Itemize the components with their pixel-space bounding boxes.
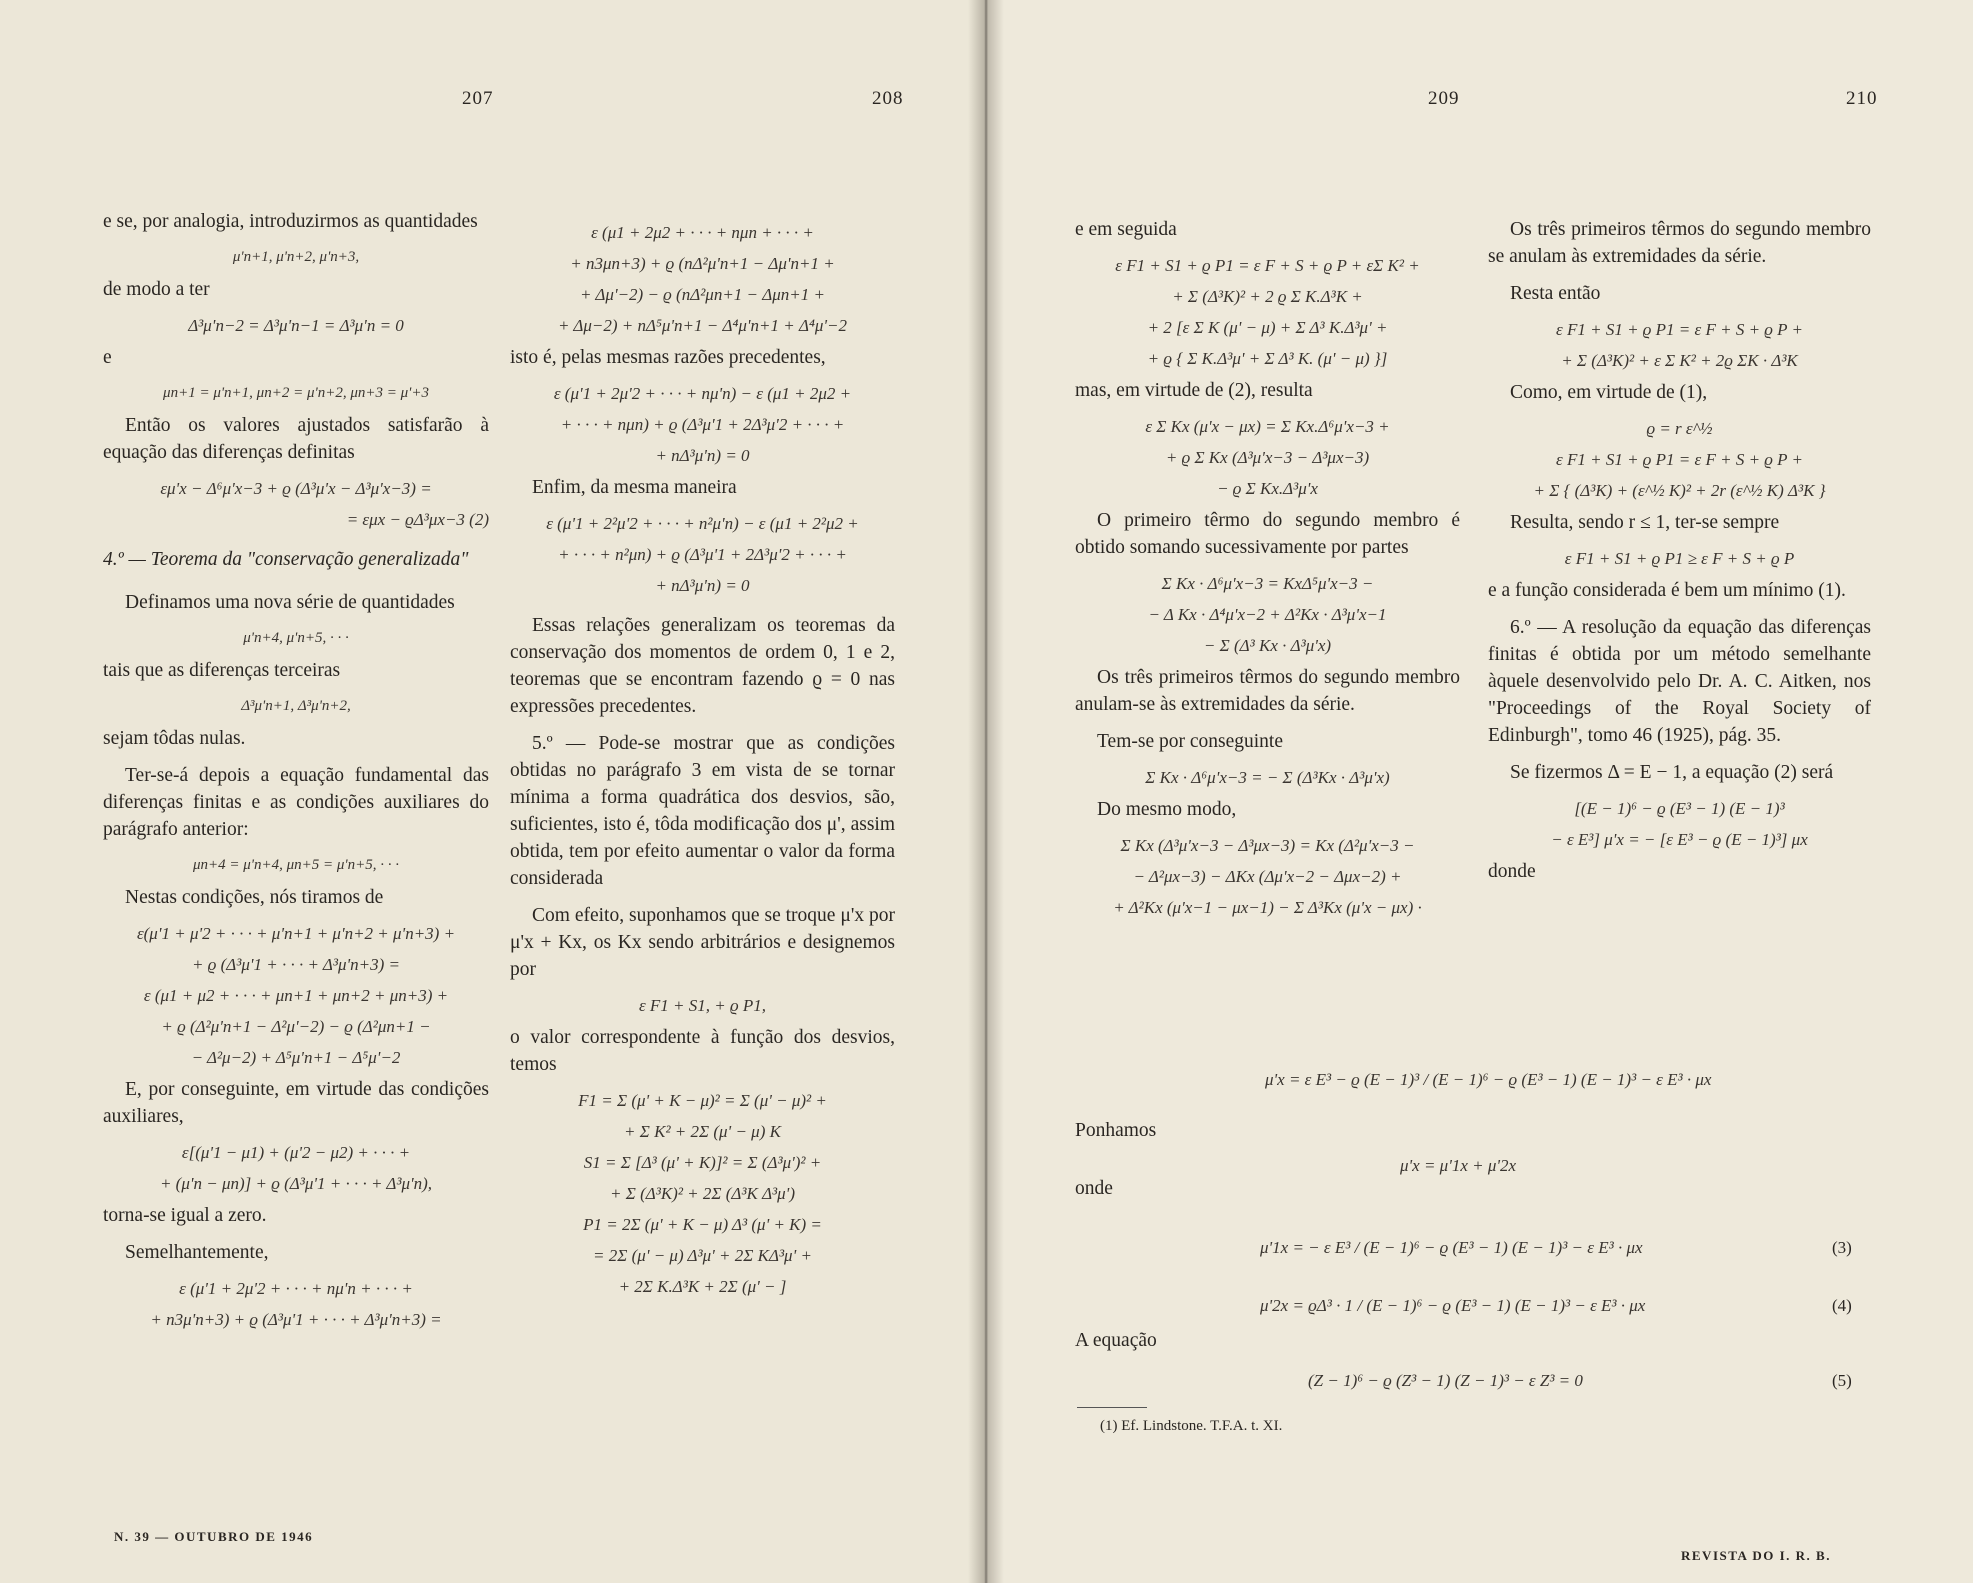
column-page-209 [1075, 216, 1460, 926]
equation: + Σ (Δ³K)² + 2Σ (Δ³K Δ³μ') [610, 1184, 795, 1203]
paragraph: Com efeito, suponhamos que se troque μ'x por μ'x + Kx, os Kx sendo arbitrários e designemos por [510, 905, 895, 980]
equation: − ϱ Σ Kx.Δ³μ'x [1217, 479, 1318, 498]
equation: + nΔ³μ'n) = 0 [655, 446, 750, 465]
equation: ε F1 + S1 + ϱ P1 = ε F + S + ϱ P + [1556, 450, 1803, 469]
page-number-209: 209 [1428, 88, 1460, 109]
equation: μn+4 = μ'n+4, μn+5 = μ'n+5, · · · [192, 857, 399, 873]
paragraph: Essas relações generalizam os teoremas da conservação dos momentos de ordem 0, 1 e 2, teoremas que se encontram fazendo ϱ = 0 nas expressões precedentes. [510, 615, 895, 717]
equation-number-4: (4) [1832, 1296, 1852, 1315]
paragraph: Então os valores ajustados satisfarão à equação das diferenças definitas [103, 415, 489, 463]
equation: + ϱ { Σ K.Δ³μ' + Σ Δ³ K. (μ' − μ) }] [1147, 349, 1388, 368]
equation: + Σ (Δ³K)² + ε Σ K² + 2ϱ ΣK · Δ³K [1561, 351, 1798, 370]
footer-issue: N. 39 — OUTUBRO DE 1946 [114, 1529, 314, 1544]
paragraph-section-5: 5.º — Pode-se mostrar que as condições obtidas no parágrafo 3 em vista de se tornar mínima a forma quadrática dos desvios, são, suficientes, isto é, tôda modificação dos μ', assim obtida, tem por efeito aumentar o valor da forma considerada [510, 733, 895, 889]
footer-journal: REVISTA DO I. R. B. [1681, 1548, 1831, 1563]
equation: ε F1 + S1, + ϱ P1, [638, 996, 767, 1015]
equation: Σ Kx · Δ⁶μ'x−3 = − Σ (Δ³Kx · Δ³μ'x) [1145, 768, 1390, 787]
equation: μ'n+4, μ'n+5, · · · [243, 630, 349, 646]
equation: + Δμ−2) + nΔ⁵μ'n+1 − Δ⁴μ'n+1 + Δ⁴μ'−2 [557, 316, 848, 335]
paragraph: e [103, 347, 112, 368]
equation: P1 = 2Σ (μ' + K − μ) Δ³ (μ' + K) = [583, 1215, 822, 1234]
equation: ε (μ1 + 2μ2 + · · · + nμn + · · · + [591, 223, 814, 242]
equation: Δ³μ'n−2 = Δ³μ'n−1 = Δ³μ'n = 0 [188, 316, 404, 335]
paragraph: Do mesmo modo, [1097, 799, 1237, 820]
equation: Σ Kx · Δ⁶μ'x−3 = KxΔ⁵μ'x−3 − [1161, 574, 1374, 593]
equation: + (μ'n − μn)] + ϱ (Δ³μ'1 + · · · + Δ³μ'n), [159, 1174, 433, 1193]
equation: ε (μ'1 + 2²μ'2 + · · · + n²μ'n) − ε (μ1 + 2²μ2 + [546, 514, 859, 533]
column-page-207 [103, 208, 489, 1338]
equation: − Δ Kx · Δ⁴μ'x−2 + Δ²Kx · Δ³μ'x−1 [1148, 605, 1387, 624]
equation: ε (μ'1 + 2μ'2 + · · · + nμ'n + · · · + [179, 1279, 413, 1298]
equation-number-3: (3) [1832, 1238, 1852, 1257]
paragraph: sejam tôdas nulas. [103, 728, 246, 749]
equation-wide: μ'x = ε E³ − ϱ (E − 1)³ / (E − 1)⁶ − ϱ (E³ − 1) (E − 1)³ − ε E³ · μx [1265, 1070, 1712, 1089]
equation: + ϱ (Δ²μ'n+1 − Δ²μ'−2) − ϱ (Δ²μn+1 − [161, 1017, 431, 1036]
paragraph: Resta então [1510, 283, 1601, 304]
equation: εμ'x − Δ⁶μ'x−3 + ϱ (Δ³μ'x − Δ³μ'x−3) = [160, 479, 432, 498]
equation: + 2Σ K.Δ³K + 2Σ (μ' − ] [618, 1277, 787, 1296]
equation: μn+1 = μ'n+1, μn+2 = μ'n+2, μn+3 = μ'+3 [163, 385, 429, 401]
equation: − Δ²μ−2) + Δ⁵μ'n+1 − Δ⁵μ'−2 [191, 1048, 401, 1067]
equation: + n3μn+3) + ϱ (nΔ²μ'n+1 − Δμ'n+1 + [570, 254, 835, 273]
equation: ε (μ'1 + 2μ'2 + · · · + nμ'n) − ε (μ1 + 2μ2 + [553, 384, 852, 403]
paragraph: isto é, pelas mesmas razões precedentes, [510, 347, 826, 368]
equation: Δ³μ'n+1, Δ³μ'n+2, [241, 698, 351, 714]
equation: ε F1 + S1 + ϱ P1 ≥ ε F + S + ϱ P [1564, 549, 1795, 568]
equation: + · · · + nμn) + ϱ (Δ³μ'1 + 2Δ³μ'2 + · · · + [560, 415, 845, 434]
paragraph: Nestas condições, nós tiramos de [125, 887, 384, 908]
paragraph: tais que as diferenças terceiras [103, 660, 341, 681]
equation: + Δμ'−2) − ϱ (nΔ²μn+1 − Δμn+1 + [580, 285, 825, 304]
equation: Σ Kx (Δ³μ'x−3 − Δ³μx−3) = Kx (Δ²μ'x−3 − [1120, 836, 1415, 855]
paragraph: Resulta, sendo r ≤ 1, ter-se sempre [1510, 512, 1780, 533]
equation: ε Σ Kx (μ'x − μx) = Σ Kx.Δ⁶μ'x−3 + [1145, 417, 1390, 436]
equation: F1 = Σ (μ' + K − μ)² = Σ (μ' − μ)² + [578, 1091, 827, 1110]
paragraph: Semelhantemente, [125, 1242, 269, 1263]
paragraph: e em seguida [1075, 219, 1177, 240]
equation: ε[(μ'1 − μ1) + (μ'2 − μ2) + · · · + [181, 1143, 411, 1162]
page-number-210: 210 [1846, 88, 1878, 109]
column-page-208 [510, 218, 895, 1305]
paragraph: e a função considerada é bem um mínimo (1). [1488, 580, 1846, 601]
paragraph: Os três primeiros têrmos do segundo membro se anulam às extremidades da série. [1488, 219, 1871, 267]
paragraph-section-6: 6.º — A resolução da equação das diferenças finitas é obtida por um método semelhante àquele desenvolvido pelo Dr. A. C. Aitken, nos "Proceedings of the Royal Society of Edinburgh", tomo 46 (1925), pág. 35. [1488, 617, 1871, 746]
equation-wide: μ'x = μ'1x + μ'2x [1400, 1156, 1517, 1175]
equation: − Σ (Δ³ Kx · Δ³μ'x) [1203, 636, 1332, 655]
paragraph: Tem-se por conseguinte [1097, 731, 1283, 752]
label-onde: onde [1075, 1178, 1113, 1199]
book-gutter [968, 0, 1004, 1583]
column-page-210 [1488, 216, 1871, 895]
footnote: (1) Ef. Lindstone. T.F.A. t. XI. [1100, 1418, 1283, 1434]
equation: ε F1 + S1 + ϱ P1 = ε F + S + ϱ P + εΣ K² + [1115, 256, 1420, 275]
label-a-equacao: A equação [1075, 1330, 1157, 1351]
equation: ϱ = r ε^½ [1646, 419, 1713, 438]
equation: + · · · + n²μn) + ϱ (Δ³μ'1 + 2Δ³μ'2 + · · · + [558, 545, 847, 564]
equation: [(E − 1)⁶ − ϱ (E³ − 1) (E − 1)³ [1574, 799, 1785, 818]
equation: + n3μ'n+3) + ϱ (Δ³μ'1 + · · · + Δ³μ'n+3) = [150, 1310, 442, 1329]
paragraph: Definamos uma nova série de quantidades [125, 592, 455, 613]
footnote-rule [1077, 1407, 1147, 1408]
equation: + ϱ (Δ³μ'1 + · · · + Δ³μ'n+3) = [192, 955, 400, 974]
equation-4: μ'2x = ϱΔ³ · 1 / (E − 1)⁶ − ϱ (E³ − 1) (E − 1)³ − ε E³ · μx [1260, 1296, 1646, 1315]
paragraph: Enfim, da mesma maneira [532, 477, 737, 498]
equation-number-5: (5) [1832, 1371, 1852, 1390]
equation-3: μ'1x = − ε E³ / (E − 1)⁶ − ϱ (E³ − 1) (E − 1)³ − ε E³ · μx [1260, 1238, 1643, 1257]
equation-2: = εμx − ϱΔ³μx−3 (2) [346, 510, 489, 529]
paragraph: torna-se igual a zero. [103, 1205, 267, 1226]
equation: ε (μ1 + μ2 + · · · + μn+1 + μn+2 + μn+3) + [143, 986, 449, 1005]
equation: + Σ K² + 2Σ (μ' − μ) K [624, 1122, 781, 1141]
paragraph: Como, em virtude de (1), [1510, 382, 1708, 403]
paragraph: Ter-se-á depois a equação fundamental das diferenças finitas e as condições auxiliares do parágrafo anterior: [103, 765, 489, 840]
equation: + ϱ Σ Kx (Δ³μ'x−3 − Δ³μx−3) [1165, 448, 1370, 467]
paragraph: Os três primeiros têrmos do segundo membro anulam-se às extremidades da série. [1075, 667, 1460, 715]
paragraph: O primeiro têrmo do segundo membro é obtido somando sucessivamente por partes [1075, 510, 1460, 558]
equation: S1 = Σ [Δ³ (μ' + K)]² = Σ (Δ³μ')² + [583, 1153, 822, 1172]
paragraph: e se, por analogia, introduzirmos as quantidades [103, 211, 478, 232]
page-number-208: 208 [872, 88, 904, 109]
equation: + Σ (Δ³K)² + 2 ϱ Σ K.Δ³K + [1172, 287, 1363, 306]
equation-5: (Z − 1)⁶ − ϱ (Z³ − 1) (Z − 1)³ − ε Z³ = 0 [1308, 1371, 1583, 1390]
equation: ε(μ'1 + μ'2 + · · · + μ'n+1 + μ'n+2 + μ'n+3) + [136, 924, 456, 943]
equation: = 2Σ (μ' − μ) Δ³μ' + 2Σ KΔ³μ' + [593, 1246, 812, 1265]
paragraph: Se fizermos Δ = E − 1, a equação (2) será [1510, 762, 1834, 783]
equation: + 2 [ε Σ K (μ' − μ) + Σ Δ³ K.Δ³μ' + [1147, 318, 1388, 337]
equation: + Σ { (Δ³K) + (ε^½ K)² + 2r (ε^½ K) Δ³K } [1533, 481, 1826, 500]
equation: μ'n+1, μ'n+2, μ'n+3, [232, 249, 360, 265]
equation: − Δ²μx−3) − ΔKx (Δμ'x−2 − Δμx−2) + [1133, 867, 1402, 886]
page-number-207: 207 [462, 88, 494, 109]
paragraph: de modo a ter [103, 279, 210, 300]
paragraph: donde [1488, 861, 1536, 882]
equation: + Δ²Kx (μ'x−1 − μx−1) − Σ Δ³Kx (μ'x − μx) · [1113, 898, 1422, 917]
equation: ε F1 + S1 + ϱ P1 = ε F + S + ϱ P + [1556, 320, 1803, 339]
label-ponhamos: Ponhamos [1075, 1120, 1157, 1141]
paragraph: mas, em virtude de (2), resulta [1075, 380, 1313, 401]
equation: + nΔ³μ'n) = 0 [655, 576, 750, 595]
paragraph: o valor correspondente à função dos desvios, temos [510, 1027, 895, 1075]
equation: − ε E³] μ'x = − [ε E³ − ϱ (E − 1)³] μx [1551, 830, 1808, 849]
paragraph: E, por conseguinte, em virtude das condições auxiliares, [103, 1079, 489, 1127]
section-heading-4: 4.º — Teorema da "conservação generalizada" [103, 549, 469, 570]
